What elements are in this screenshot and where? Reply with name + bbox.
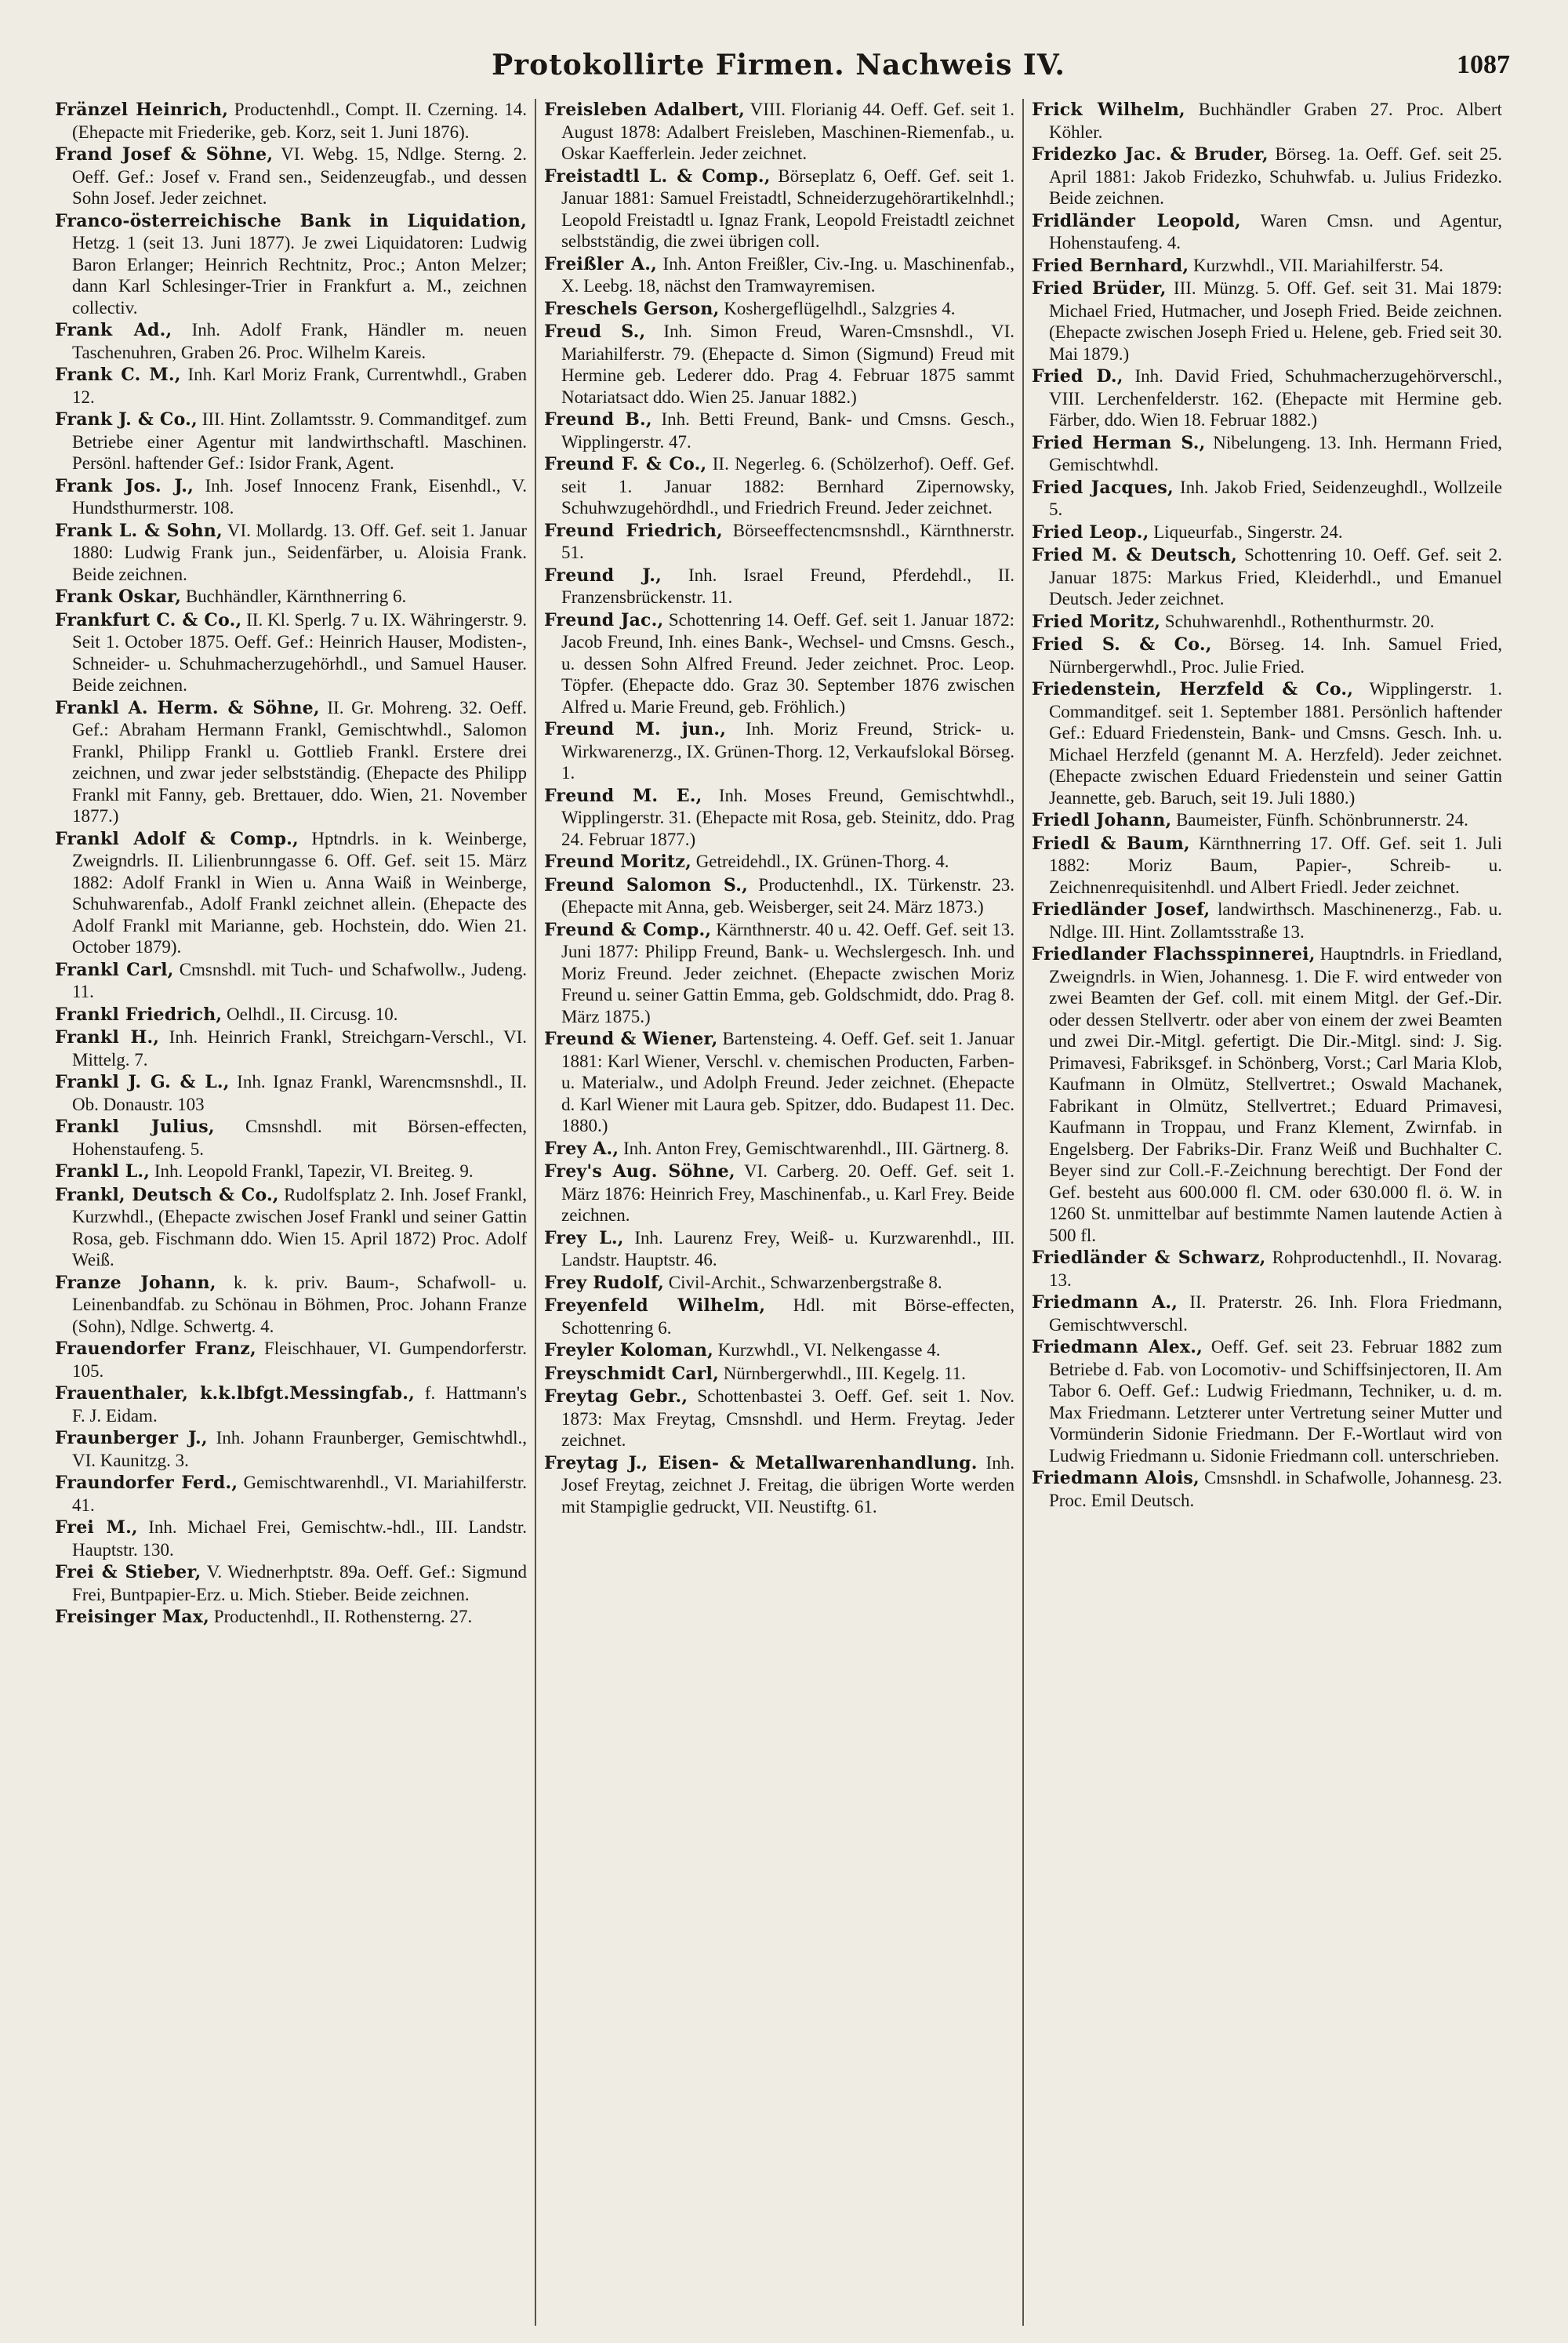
firm-details: Buchhändler Graben 27. Proc. Albert Köhler. [1048, 100, 1502, 142]
firm-details: Inh. Josef Innocenz Frank, Eisenhdl., V. Hundsthurmerstr. 108. [72, 475, 527, 518]
firm-details: Waren Cmsn. und Agentur, Hohenstaufeng. 4. [1048, 210, 1502, 252]
firm-entry [544, 1227, 1014, 1271]
firm-name: Freistadtl L. & Comp., [543, 165, 771, 187]
firm-name: Frankl J. G. & L., [55, 1072, 230, 1092]
firm-details: f. Hattmann's F. J. Eidam. [72, 1383, 527, 1426]
firm-entry [55, 1517, 527, 1560]
firm-details: Kurzwhdl., VI. Nelkengasse 4. [717, 1340, 941, 1360]
firm-entry [1032, 143, 1502, 209]
firm-details: Börseplatz 6, Oeff. Gef. seit 1. Januar 1881: Samuel Freistadtl, Schneiderzugehörartikelnhdl.; Leopold Freistadtl u. Ignaz Frank, Leopold Freistadtl zeichnet selbstständig, die zwei übrigen coll. [561, 165, 1014, 251]
firm-name: Friedl Johann, [1031, 810, 1172, 830]
firm-entry [544, 99, 1014, 165]
firm-details: Rohproductenhdl., II. Novarag. 13. [1048, 1248, 1502, 1290]
firm-entry [544, 1028, 1014, 1137]
firm-name: Frank Jos. J., [55, 475, 194, 496]
firm-name: Fried Leop., [1031, 521, 1149, 543]
firm-details: Inh. Michael Frei, Gemischtw.-hdl., III. Landstr. Hauptstr. 130. [72, 1517, 527, 1560]
firm-entry [55, 1472, 527, 1516]
firm-details: Nürnbergerwhdl., III. Kegelg. 11. [723, 1363, 966, 1383]
firm-details: Inh. Anton Freißler, Civ.-Ing. u. Maschinenfab., X. Leebg. 18, nächst den Tramwayremisen. [561, 253, 1014, 296]
firm-details: Kärnthnerring 17. Off. Gef. seit 1. Juli 1882: Moriz Baum, Papier-, Schreib- u. Zeichnenrequisitenhdl. und Albert Friedl. Jeder zeichnet. [1048, 833, 1502, 897]
firm-name: Freytag Gebr., [543, 1386, 688, 1407]
firm-entry [544, 165, 1014, 252]
firm-entry [1032, 899, 1502, 943]
column-right [1022, 99, 1510, 2326]
firm-name: Frei M., [55, 1517, 138, 1538]
firm-entry [1032, 833, 1502, 899]
firm-details: Schottenring 10. Oeff. Gef. seit 2. Januar 1875: Markus Fried, Kleiderhdl., und Emanuel Deutsch. Jeder zeichnet. [1048, 545, 1502, 608]
firm-entry [1032, 611, 1502, 634]
firm-name: Frank Ad., [55, 320, 172, 340]
firm-details: Inh. David Fried, Schuhmacherzugehörverschl., VIII. Lerchenfelderstr. 162. (Ehepacte mit Hermine geb. Färber, ddo. Wien 18. Februar 1882.) [1048, 366, 1502, 430]
firm-name: Freund F. & Co., [543, 454, 707, 474]
firm-name: Frick Wilhelm, [1031, 100, 1185, 120]
firm-name: Frank J. & Co., [55, 409, 198, 430]
firm-entry [544, 919, 1014, 1028]
firm-name: Fried S. & Co., [1031, 634, 1212, 655]
firm-entry [1032, 634, 1502, 677]
firm-entry [544, 453, 1014, 519]
firm-entry [55, 475, 527, 519]
firm-name: Friedländer & Schwarz, [1031, 1248, 1266, 1268]
firm-details: Gemischtwarenhdl., VI. Mariahilferstr. 41. [72, 1473, 527, 1515]
firm-name: Frankfurt C. & Co., [55, 609, 242, 630]
firm-entry [544, 409, 1014, 452]
firm-name: Fried Bernhard, [1031, 255, 1189, 276]
firm-details: Cmsnshdl. mit Tuch- und Schafwollw., Judeng. 11. [72, 959, 527, 1001]
firm-details: Kurzwhdl., VII. Mariahilferstr. 54. [1193, 255, 1443, 275]
firm-name: Freytag J., Eisen- & Metallwarenhandlung. [543, 1452, 978, 1473]
firm-name: Freyschmidt Carl, [543, 1363, 719, 1384]
firm-details: Inh. Leopold Frankl, Tapezir, VI. Breiteg. 9. [154, 1161, 474, 1181]
firm-details: Börseeffectencmsnshdl., Kärnthnerstr. 51. [561, 520, 1014, 562]
firm-entry [544, 1295, 1014, 1339]
firm-entry [544, 520, 1014, 564]
firm-entry [55, 1184, 527, 1271]
firm-details: II. Negerleg. 6. (Schölzerhof). Oeff. Gef. seit 1. Januar 1882: Bernhard Zipernowsky, Schuhwzugehördhdl., und Friedrich Freund. Jeder zeichnet. [561, 454, 1014, 518]
firm-details: Nibelungeng. 13. Inh. Hermann Fried, Gemischtwhdl. [1048, 432, 1502, 474]
firm-entry [1032, 255, 1502, 278]
firm-entry [55, 1116, 527, 1160]
firm-details: Inh. Anton Frey, Gemischtwarenhdl., III. Gärtnerg. 8. [623, 1138, 1009, 1158]
firm-name: Freud S., [543, 321, 646, 342]
firm-name: Freund & Comp., [543, 919, 712, 940]
firm-entry [55, 586, 527, 608]
firm-details: Productenhdl., IX. Türkenstr. 23. (Ehepacte mit Anna, geb. Weisberger, seit 24. März 1873.) [561, 874, 1014, 917]
firm-details: Inh. Josef Freytag, zeichnet J. Freitag, die übrigen Worte werden mit Stampiglie gedruckt, VII. Neustiftg. 61. [561, 1452, 1014, 1517]
firm-name: Fried D., [1031, 366, 1123, 387]
firm-entry [1032, 365, 1502, 431]
firm-entry [55, 697, 527, 827]
firm-name: Frand Josef & Söhne, [55, 144, 274, 165]
firm-entry [55, 520, 527, 586]
firm-name: Friedmann Alois, [1031, 1468, 1200, 1488]
firm-details: V. Wiednerhptstr. 89a. Oeff. Gef.: Sigmund Frei, Buntpapier-Erz. u. Mich. Stieber. Beide zeichnen. [72, 1562, 527, 1604]
firm-details: Cmsnshdl. mit Börsen-effecten, Hohenstaufeng. 5. [72, 1117, 527, 1159]
firm-details: Buchhändler, Kärnthnerring 6. [185, 587, 407, 606]
firm-name: Frey L., [543, 1227, 624, 1248]
firm-name: Freund & Wiener, [543, 1029, 718, 1049]
firm-name: Frankl Friedrich, [55, 1004, 223, 1025]
firm-details: VIII. Florianig 44. Oeff. Gef. seit 1. August 1878: Adalbert Freisleben, Maschinen-Riemenfab., u. Oskar Kaefferlein. Jeder zeichnet. [561, 100, 1014, 163]
firm-entry [55, 1338, 527, 1382]
firm-details: II. Praterstr. 26. Inh. Flora Friedmann, Gemischtwverschl. [1048, 1292, 1502, 1335]
firm-details: Hptndrls. in k. Weinberge, Zweigndrls. II. Lilienbrunngasse 6. Off. Gef. seit 15. März 1882: Adolf Frankl in Wien u. Anna Waiß in Weinberge, Schuhwarenfab., Adolf Frankl zeichnet allein. (Ehepacte des Adolf Frankl mit Marianne, geb. Hochstein, ddo. Wien 21. October 1879). [72, 828, 527, 957]
firm-name: Freund M. E., [543, 785, 702, 806]
firm-name: Freißler A., [543, 253, 658, 274]
firm-entry [55, 1004, 527, 1026]
firm-name: Freschels Gerson, [543, 298, 720, 319]
firm-entry [1032, 678, 1502, 808]
firm-name: Freund Friedrich, [543, 520, 723, 541]
firm-name: Fried Moritz, [1031, 611, 1161, 632]
firm-details: Kärnthnerstr. 40 u. 42. Oeff. Gef. seit 13. Juni 1877: Philipp Freund, Bank- u. Wechslergesch. Inh. und Moriz Freund. Jeder zeichnet. (Ehepacte zwischen Moriz Freund u. seiner Gattin Emma, geb. Goldschmidt, ddo. Prag 8. März 1875.) [561, 919, 1014, 1026]
firm-details: Hdl. mit Börse-effecten, Schottenring 6. [561, 1295, 1014, 1338]
firm-details: Bartensteing. 4. Oeff. Gef. seit 1. Januar 1881: Karl Wiener, Verschl. v. chemischen Producten, Farben- u. Materialw., und Adolph Freund. Jeder zeichnet. (Ehepacte d. Karl Wiener mit Laura geb. Spitzer, ddo. Budapest 11. Dec. 1880.) [561, 1029, 1014, 1135]
firm-name: Freyenfeld Wilhelm, [543, 1295, 766, 1316]
firm-name: Friedmann Alex., [1031, 1337, 1203, 1357]
firm-entry [55, 210, 527, 319]
firm-entry [1032, 1291, 1502, 1335]
firm-entry [544, 609, 1014, 718]
firm-details: Hetzg. 1 (seit 13. Juni 1877). Je zwei Liquidatoren: Ludwig Baron Erlanger; Heinrich Rechtnitz, Proc.; Anton Melzer; dann Karl Schlesinger-Trier in Frankfurt a. M., zeichnen collectiv. [72, 233, 527, 318]
firm-name: Frankl L., [55, 1161, 151, 1182]
firm-entry [1032, 210, 1502, 254]
firm-name: Frey's Aug. Söhne, [543, 1161, 735, 1182]
column-left [47, 99, 535, 2326]
firm-details: Inh. Simon Freud, Waren-Cmsnshdl., VI. Mariahilferstr. 79. (Ehepacte d. Simon (Sigmund) Freud mit Hermine geb. Lederer ddo. Prag 4. Februar 1875 sammt Notariatsact ddo. Wien 25. Januar 1882.) [561, 321, 1014, 407]
firm-entry [55, 1071, 527, 1115]
firm-name: Frank C. M., [55, 365, 181, 385]
firm-entry [544, 1272, 1014, 1295]
firm-entry [1032, 544, 1502, 610]
firm-details: Inh. Ignaz Frankl, Warencmsnshdl., II. Ob. Donaustr. 103 [72, 1072, 527, 1114]
firm-name: Freund Salomon S., [543, 874, 748, 895]
firm-entry [55, 1606, 527, 1629]
firm-entry [1032, 1336, 1502, 1466]
firm-entry [544, 874, 1014, 918]
firm-entry [544, 785, 1014, 851]
firm-details: Liqueurfab., Singerstr. 24. [1153, 521, 1343, 542]
firm-name: Friedmann A., [1031, 1292, 1178, 1313]
firm-entry [544, 565, 1014, 608]
firm-name: Fried Herman S., [1031, 432, 1206, 453]
firm-details: Productenhdl., II. Rothensterng. 27. [213, 1607, 473, 1626]
firm-entry [55, 99, 527, 143]
firm-entry [55, 364, 527, 408]
firm-details: Cmsnshdl. in Schafwolle, Johannesg. 23. Proc. Emil Deutsch. [1048, 1468, 1502, 1510]
firm-entry [55, 319, 527, 363]
firm-name: Fried M. & Deutsch, [1031, 545, 1237, 565]
firm-details: Hauptndrls. in Friedland, Zweigndrls. in Wien, Johannesg. 1. Die F. wird entweder von zwei Beamten der Gef. coll. mit einem Mitgl. der Gef.-Dir. oder dessen Stellvertr. oder aber von einem der zwei Beamten und zwei Dir.-Mitgl. gefertigt. Die Dir.-Mitgl. sind: J. Sig. Primavesi, Fabriksgef. in Schönberg, Vorst.; Carl Maria Klob, Kaufmann in Olmütz, Stellvertret.; Oswald Machanek, Fabrikant in Olmütz, Stellvertret.; Eduard Primavesi, Kaufmann in Troppau, und Franz Klement, Zwirnfab. in Engelsberg. Der Fabriks-Dir. Franz Weiß und Buchhalter C. Beyer sind zur Coll.-F.-Zeichnung berechtigt. Der Fond der Gef. besteht aus 600.000 fl. CM. oder 630.000 fl. ö. W. in 1260 St. unmittelbar auf bestimmte Namen lautende Actien à 500 fl. [1048, 944, 1502, 1245]
firm-name: Frey Rudolf, [543, 1272, 664, 1293]
firm-entry [1032, 477, 1502, 521]
firm-name: Frankl, Deutsch & Co., [55, 1184, 279, 1205]
firm-entry [55, 1382, 527, 1426]
firm-details: Oeff. Gef. seit 23. Februar 1882 zum Betriebe d. Fab. von Locomotiv- und Schiffsinjectoren, II. Am Tabor 6. Oeff. Gef.: Ludwig Friedmann, Techniker, u. d. m. Max Friedmann. Letzterer unter Vertretung seiner Mutter und Vormünderin Sidonie Friedmann. Der F.-Wortlaut wird von Ludwig Friedmann u. Sidonie Friedmann coll. unterschrieben. [1048, 1337, 1502, 1466]
firm-details: Fleischhauer, VI. Gumpendorferstr. 105. [72, 1339, 528, 1381]
firm-name: Freisleben Adalbert, [543, 100, 746, 120]
firm-entry [544, 1386, 1014, 1451]
firm-details: II. Gr. Mohreng. 32. Oeff. Gef.: Abraham Hermann Frankl, Gemischtwhdl., Salomon Frankl, Philipp Frankl u. Gottlieb Frankl. Erstere drei zeichnen, und zwar jeder selbstständig. (Ehepacte des Philipp Frankl mit Fanny, geb. Brettauer, ddo. Wien, 21. November 1877.) [72, 697, 527, 826]
firm-entry [544, 253, 1014, 297]
firm-entry [544, 851, 1014, 874]
firm-details: Civil-Archit., Schwarzenbergstraße 8. [668, 1272, 942, 1292]
firm-name: Franco-österreichische Bank in Liquidation, [55, 210, 527, 231]
firm-name: Friedenstein, Herzfeld & Co., [1031, 679, 1354, 699]
firm-entry [55, 1026, 527, 1070]
firm-name: Fried Brüder, [1031, 278, 1167, 299]
firm-name: Freund B., [543, 409, 652, 430]
firm-entry [55, 1272, 527, 1338]
firm-entry [55, 1161, 527, 1183]
firm-details: III. Münzg. 5. Off. Gef. seit 31. Mai 1879: Michael Fried, Hutmacher, und Joseph Fried. Beide zeichnen. (Ehepacte zwischen Joseph Fried u. Helene, geb. Fried seit 30. Mai 1879.) [1048, 278, 1502, 364]
firm-details: II. Kl. Sperlg. 7 u. IX. Währingerstr. 9. Seit 1. October 1875. Oeff. Gef.: Heinrich Hauser, Modisten-, Schneider- u. Schuhmacherzugehörhdl., und Samuel Hauser. Beide zeichnen. [72, 609, 527, 695]
firm-entry [544, 321, 1014, 408]
firm-entry [1032, 432, 1502, 476]
firm-name: Frankl H., [55, 1027, 160, 1048]
firm-name: Frankl Julius, [55, 1117, 215, 1137]
firm-name: Freyler Koloman, [543, 1340, 713, 1360]
firm-name: Frei & Stieber, [55, 1562, 201, 1582]
text-columns [47, 99, 1510, 2326]
firm-name: Fraundorfer Ferd., [55, 1473, 238, 1493]
firm-name: Freisinger Max, [55, 1607, 209, 1627]
firm-details: VI. Mollardg. 13. Off. Gef. seit 1. Januar 1880: Ludwig Frank jun., Seidenfärber, u. Aloisia Frank. Beide zeichnen. [72, 520, 527, 584]
firm-details: Inh. Adolf Frank, Händler m. neuen Taschenuhren, Graben 26. Proc. Wilhelm Kareis. [72, 320, 527, 362]
firm-entry [55, 409, 527, 474]
firm-details: Inh. Laurenz Frey, Weiß- u. Kurzwarenhdl., III. Landstr. Hauptstr. 46. [561, 1227, 1014, 1270]
firm-name: Frank L. & Sohn, [55, 520, 223, 541]
firm-details: k. k. priv. Baum-, Schafwoll- u. Leinenbandfab. zu Schönau in Böhmen, Proc. Johann Franze (Sohn), Ndlge. Schwertg. 4. [72, 1272, 527, 1336]
firm-entry [55, 959, 527, 1003]
firm-details: Productenhdl., Compt. II. Czerning. 14. (Ehepacte mit Friederike, geb. Korz, seit 1. Juni 1876). [72, 100, 527, 142]
firm-entry [544, 718, 1014, 784]
firm-details: Inh. Jakob Fried, Seidenzeughdl., Wollzeile 5. [1048, 477, 1502, 519]
firm-details: Inh. Betti Freund, Bank- und Cmsns. Gesch., Wipplingerstr. 47. [561, 409, 1014, 452]
firm-entry [1032, 521, 1502, 544]
firm-details: VI. Webg. 15, Ndlge. Sterng. 2. Oeff. Gef.: Josef v. Frand sen., Seidenzeugfab., und dessen Sohn Josef. Jeder zeichnet. [72, 144, 527, 208]
firm-details: landwirthsch. Maschinenerzg., Fab. u. Ndlge. III. Hint. Zollamtsstraße 13. [1048, 899, 1502, 942]
firm-details: Inh. Heinrich Frankl, Streichgarn-Verschl., VI. Mittelg. 7. [72, 1027, 527, 1070]
firm-name: Fridezko Jac. & Bruder, [1031, 144, 1269, 165]
firm-name: Fränzel Heinrich, [55, 100, 229, 120]
firm-name: Friedl & Baum, [1031, 833, 1190, 854]
firm-name: Frankl Adolf & Comp., [55, 828, 299, 849]
firm-details: Inh. Israel Freund, Pferdehdl., II. Franzensbrückenstr. 11. [561, 565, 1014, 607]
firm-entry [55, 609, 527, 696]
firm-name: Freund Moritz, [543, 852, 691, 872]
firm-entry [544, 1138, 1014, 1161]
firm-entry [55, 143, 527, 209]
firm-entry [1032, 1467, 1502, 1511]
page-title: Protokollirte Firmen. Nachweis IV. [492, 49, 1065, 82]
firm-entry [55, 828, 527, 958]
firm-details: Schuhwarenhdl., Rothenthurmstr. 20. [1164, 611, 1435, 631]
firm-entry [1032, 943, 1502, 1246]
firm-details: Schottenring 14. Oeff. Gef. seit 1. Januar 1872: Jacob Freund, Inh. eines Bank-, Wechsel- und Cmsns. Gesch., u. dessen Sohn Alfred Freund. Jeder zeichnet. Proc. Leop. Töpfer. (Ehepacte ddo. Graz 30. September 1876 zwischen Alfred u. Marie Freund, geb. Fröhlich.) [561, 609, 1014, 717]
firm-entry [1032, 1247, 1502, 1291]
firm-name: Franze Johann, [55, 1272, 216, 1293]
page-header [47, 49, 1510, 99]
firm-name: Fried Jacques, [1031, 477, 1174, 498]
firm-details: Inh. Moses Freund, Gemischtwhdl., Wipplingerstr. 31. (Ehepacte mit Rosa, geb. Steinitz, ddo. Prag 24. Februar 1877.) [561, 785, 1014, 849]
firm-details: Oelhdl., II. Circusg. 10. [227, 1004, 398, 1024]
firm-name: Frey A., [543, 1138, 619, 1159]
firm-name: Frauenthaler, k.k.lbfgt.Messingfab., [55, 1383, 415, 1404]
firm-details: Inh. Johann Fraunberger, Gemischtwhdl., VI. Kaunitzg. 3. [72, 1428, 527, 1470]
firm-details: Börseg. 1a. Oeff. Gef. seit 25. April 1881: Jakob Fridezko, Schuhwfab. u. Julius Fridezko. Beide zeichnen. [1048, 144, 1502, 208]
firm-name: Freund J., [543, 565, 662, 586]
firm-name: Freund Jac., [543, 609, 664, 630]
firm-details: Wipplingerstr. 1. Commanditgef. seit 1. September 1881. Persönlich haftender Gef.: Eduard Friedenstein, Bank- und Cmsns. Gesch. Inh. u. Michael Herzfeld (genannt M. A. Herzfeld). Jeder zeichnet. (Ehepacte zwischen Eduard Friedenstein und seiner Gattin Jeannette, geb. Baruch, seit 19. Juli 1880.) [1048, 679, 1502, 808]
firm-name: Frankl A. Herm. & Söhne, [55, 697, 320, 718]
firm-entry [544, 1161, 1014, 1226]
firm-details: Inh. Moriz Freund, Strick- u. Wirkwarenerzg., IX. Grünen-Thorg. 12, Verkaufslokal Börseg. 1. [561, 719, 1014, 783]
firm-entry [55, 1561, 527, 1605]
firm-entry [1032, 809, 1502, 832]
firm-name: Freund M. jun., [543, 719, 727, 739]
firm-details: Koshergeflügelhdl., Salzgries 4. [724, 298, 956, 318]
firm-details: Rudolfsplatz 2. Inh. Josef Frankl, Kurzwhdl., (Ehepacte zwischen Josef Frankl und seiner Gattin Rosa, geb. Fischmann ddo. Wien 15. April 1872) Proc. Adolf Weiß. [72, 1184, 527, 1270]
firm-details: Baumeister, Fünfh. Schönbrunnerstr. 24. [1176, 810, 1468, 830]
firm-entry [1032, 99, 1502, 143]
firm-details: III. Hint. Zollamtsstr. 9. Commanditgef. zum Betriebe einer Agentur mit landwirthschaftl. Maschinen. Persönl. haftender Gef.: Isidor Frank, Agent. [72, 409, 527, 473]
firm-details: VI. Carberg. 20. Oeff. Gef. seit 1. März 1876: Heinrich Frey, Maschinenfab., u. Karl Frey. Beide zeichnen. [561, 1161, 1014, 1225]
firm-entry [544, 1339, 1014, 1362]
column-middle [535, 99, 1022, 2326]
firm-details: Inh. Karl Moriz Frank, Currentwhdl., Graben 12. [72, 365, 527, 407]
firm-name: Frank Oskar, [55, 587, 182, 607]
firm-name: Fridländer Leopold, [1031, 210, 1241, 231]
firm-name: Fraunberger J., [55, 1428, 208, 1448]
firm-entry [1032, 278, 1502, 365]
firm-entry [544, 1452, 1014, 1518]
firm-name: Frauendorfer Franz, [55, 1339, 256, 1359]
firm-entry [544, 298, 1014, 321]
firm-name: Friedländer Josef, [1031, 899, 1210, 920]
firm-entry [55, 1427, 527, 1471]
firm-details: Getreidehdl., IX. Grünen-Thorg. 4. [695, 852, 949, 871]
firm-details: Schottenbastei 3. Oeff. Gef. seit 1. Nov. 1873: Max Freytag, Cmsnshdl. und Herm. Freytag. Jeder zeichnet. [561, 1386, 1014, 1450]
firm-entry [544, 1363, 1014, 1386]
firm-name: Friedlander Flachsspinnerei, [1031, 944, 1316, 964]
page-number: 1087 [1457, 50, 1510, 79]
firm-details: Börseg. 14. Inh. Samuel Fried, Nürnbergerwhdl., Proc. Julie Fried. [1048, 634, 1502, 677]
firm-name: Frankl Carl, [55, 959, 174, 980]
